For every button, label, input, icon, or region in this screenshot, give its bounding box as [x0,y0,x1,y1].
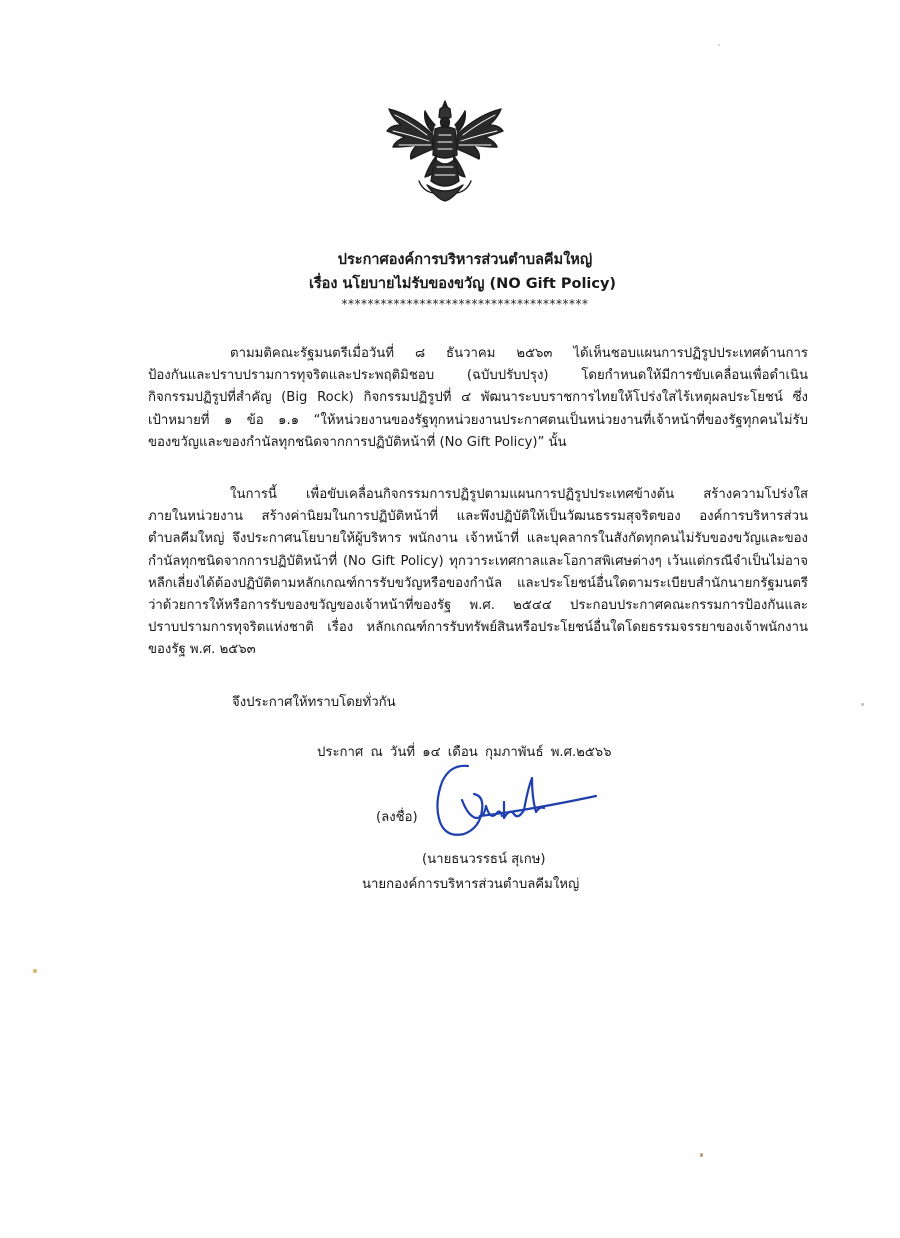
signature-label: (ลงชื่อ) [376,810,418,825]
signatory-position: นายกองค์การบริหารส่วนตำบลคีมใหญ่ [362,877,580,892]
paragraph-line: หลีกเลี่ยงได้ต้องปฏิบัติตามหลักเกณฑ์การรับขวัญหรือของกำนัล และประโยชน์อื่นใดตามระเบียบสำนักนายกรัฐมนตรี [148,575,808,591]
announcement-org-title: ประกาศองค์การบริหารส่วนตำบลคีมใหญ่ [337,252,593,268]
paragraph-line: ตามมติคณะรัฐมนตรีเมื่อวันที่ ๘ ธันวาคม ๒๕๖๓ ได้เห็นชอบแผนการปฏิรูปประเทศด้านการ [230,346,808,361]
garuda-emblem-icon [383,95,508,205]
handwritten-signature [420,758,610,843]
closing-statement: จึงประกาศให้ทราบโดยทั่วกัน [232,695,396,710]
announcement-subject: เรื่อง นโยบายไม่รับของขวัญ (NO Gift Policy) [308,276,617,292]
paragraph-line: ในการนี้ เพื่อขับเคลื่อนกิจกรรมการปฏิรูปตามแผนการปฏิรูปประเทศข้างต้น สร้างความโปร่งใส [230,487,808,502]
paragraph-line: กำนัลทุกชนิดจากการปฏิบัติหน้าที่ (No Gift Policy) ทุกวาระเทศกาลและโอกาสพิเศษต่างๆ เว้นแต่กรณีจำเป็นไม่อาจ [148,553,808,569]
scan-speck [718,44,720,46]
paragraph-line: กิจกรรมปฏิรูปที่สำคัญ (Big Rock) กิจกรรมปฏิรูปที่ ๔ พัฒนาระบบราชการไทยให้โปร่งใสไร้เหตุผลประโยชน์ ซึ่ง [148,390,808,406]
body-paragraph-1 [148,343,808,454]
paragraph-line: ภายในหน่วยงาน สร้างค่านิยมในการปฏิบัติหน้าที่ และพึงปฏิบัติให้เป็นวัฒนธรรมสุจริตของ องค์การบริหารส่วน [148,509,808,525]
scan-speck [33,969,37,973]
paragraph-line: ของรัฐ พ.ศ. ๒๕๖๓ [148,642,256,658]
signatory-name: (นายธนวรรธน์ สุเกษ) [422,852,546,867]
paragraph-line: ป้องกันและปราบปรามการทุจริตและประพฤติมิชอบ (ฉบับปรับปรุง) โดยกำหนดให้มีการขับเคลื่อนเพื่อดำเนิน [148,368,808,384]
paragraph-line: ตำบลคีมใหญ่ จึงประกาศนโยบายให้ผู้บริหาร พนักงาน เจ้าหน้าที่ และบุคลากรในสังกัดทุกคนไม่รับของขวัญและของ [148,531,808,547]
scan-speck [861,703,864,706]
paragraph-line: เป้าหมายที่ ๑ ข้อ ๑.๑ “ให้หน่วยงานของรัฐทุกหน่วยงานประกาศตนเป็นหน่วยงานที่เจ้าหน้าที่ของรัฐทุกคนไม่รับ [148,412,808,428]
announcement-header [0,248,900,312]
paragraph-line: ปราบปรามการทุจริตแห่งชาติ เรื่อง หลักเกณฑ์การรับทรัพย์สินหรือประโยชน์อื่นใดโดยธรรมจรรยาของเจ้าพนักงาน [148,620,808,636]
title-divider: ************************************** [341,297,589,311]
announcement-date: ประกาศ ณ วันที่ ๑๔ เดือน กุมภาพันธ์ พ.ศ.๒๕๖๖ [317,745,612,760]
body-paragraph-2 [148,484,808,662]
paragraph-line: ว่าด้วยการให้หรือการรับของขวัญของเจ้าหน้าที่ของรัฐ พ.ศ. ๒๕๔๔ ประกอบประกาศคณะกรรมการป้องกันและ [148,598,808,614]
paragraph-line: ของขวัญและของกำนัลทุกชนิดจากการปฏิบัติหน้าที่ (No Gift Policy)” นั้น [148,434,567,450]
scan-speck [700,1153,703,1157]
